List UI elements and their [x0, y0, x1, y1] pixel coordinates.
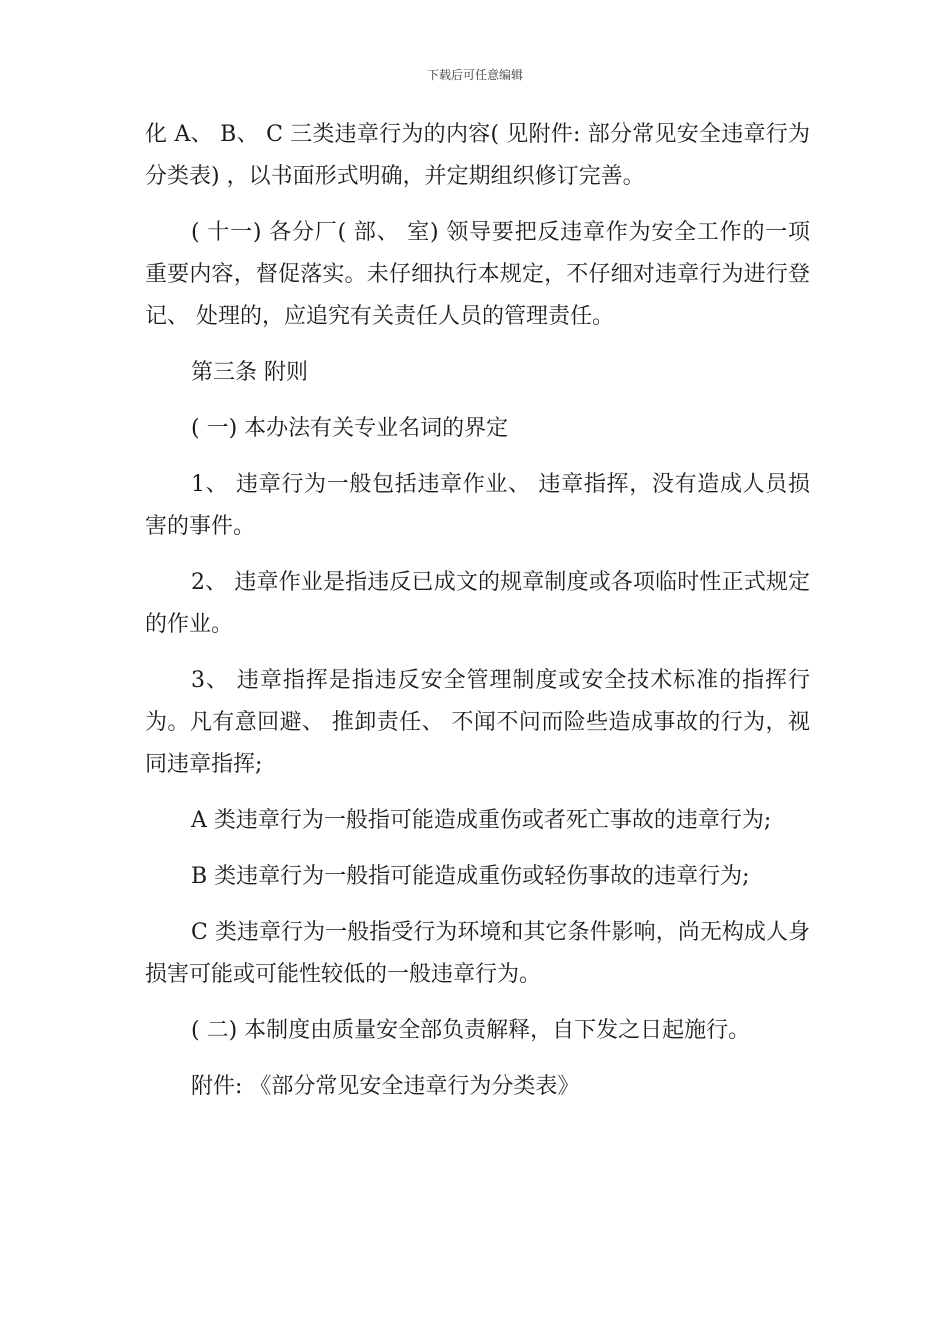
- attachment-line: 附件: 《部分常见安全违章行为分类表》: [191, 1074, 580, 1099]
- subsection-2: ( 二) 本制度由质量安全部负责解释，自下发之日起施行。: [191, 1018, 751, 1043]
- document-body: [145, 114, 810, 1122]
- subsection-heading-1: ( 一) 本办法有关专业名词的界定: [191, 416, 509, 441]
- definition-item-2: 2、 违章作业是指违反已成文的规章制度或各项临时性正式规定的作业。: [145, 570, 810, 637]
- page-header-note: 下载后可任意编辑: [426, 68, 523, 82]
- definition-item-3: 3、 违章指挥是指违反安全管理制度或安全技术标准的指挥行为。凡有意回避、 推卸责任、 不闻不问而险些造成事故的行为，视同违章指挥;: [145, 668, 810, 777]
- paragraph-item-11: ( 十一) 各分厂( 部、 室) 领导要把反违章作为安全工作的一项重要内容，督促落实。未仔细执行本规定，不仔细对违章行为进行登记、 处理的，应追究有关责任人员的管理责任。: [145, 220, 810, 329]
- category-c-definition: C 类违章行为一般指受行为环境和其它条件影响，尚无构成人身损害可能或可能性较低的一般违章行为。: [145, 920, 810, 987]
- category-b-definition: B 类违章行为一般指可能造成重伤或轻伤事故的违章行为;: [191, 864, 750, 889]
- definition-item-1: 1、 违章行为一般包括违章作业、 违章指挥，没有造成人员损害的事件。: [145, 472, 810, 539]
- section-heading-article-3: 第三条 附则: [191, 360, 308, 385]
- paragraph-continuation: 化 A、 B、 C 三类违章行为的内容( 见附件: 部分常见安全违章行为分类表) ，以书面形式明确，并定期组织修订完善。: [145, 122, 810, 189]
- category-a-definition: A 类违章行为一般指可能造成重伤或者死亡事故的违章行为;: [191, 808, 772, 833]
